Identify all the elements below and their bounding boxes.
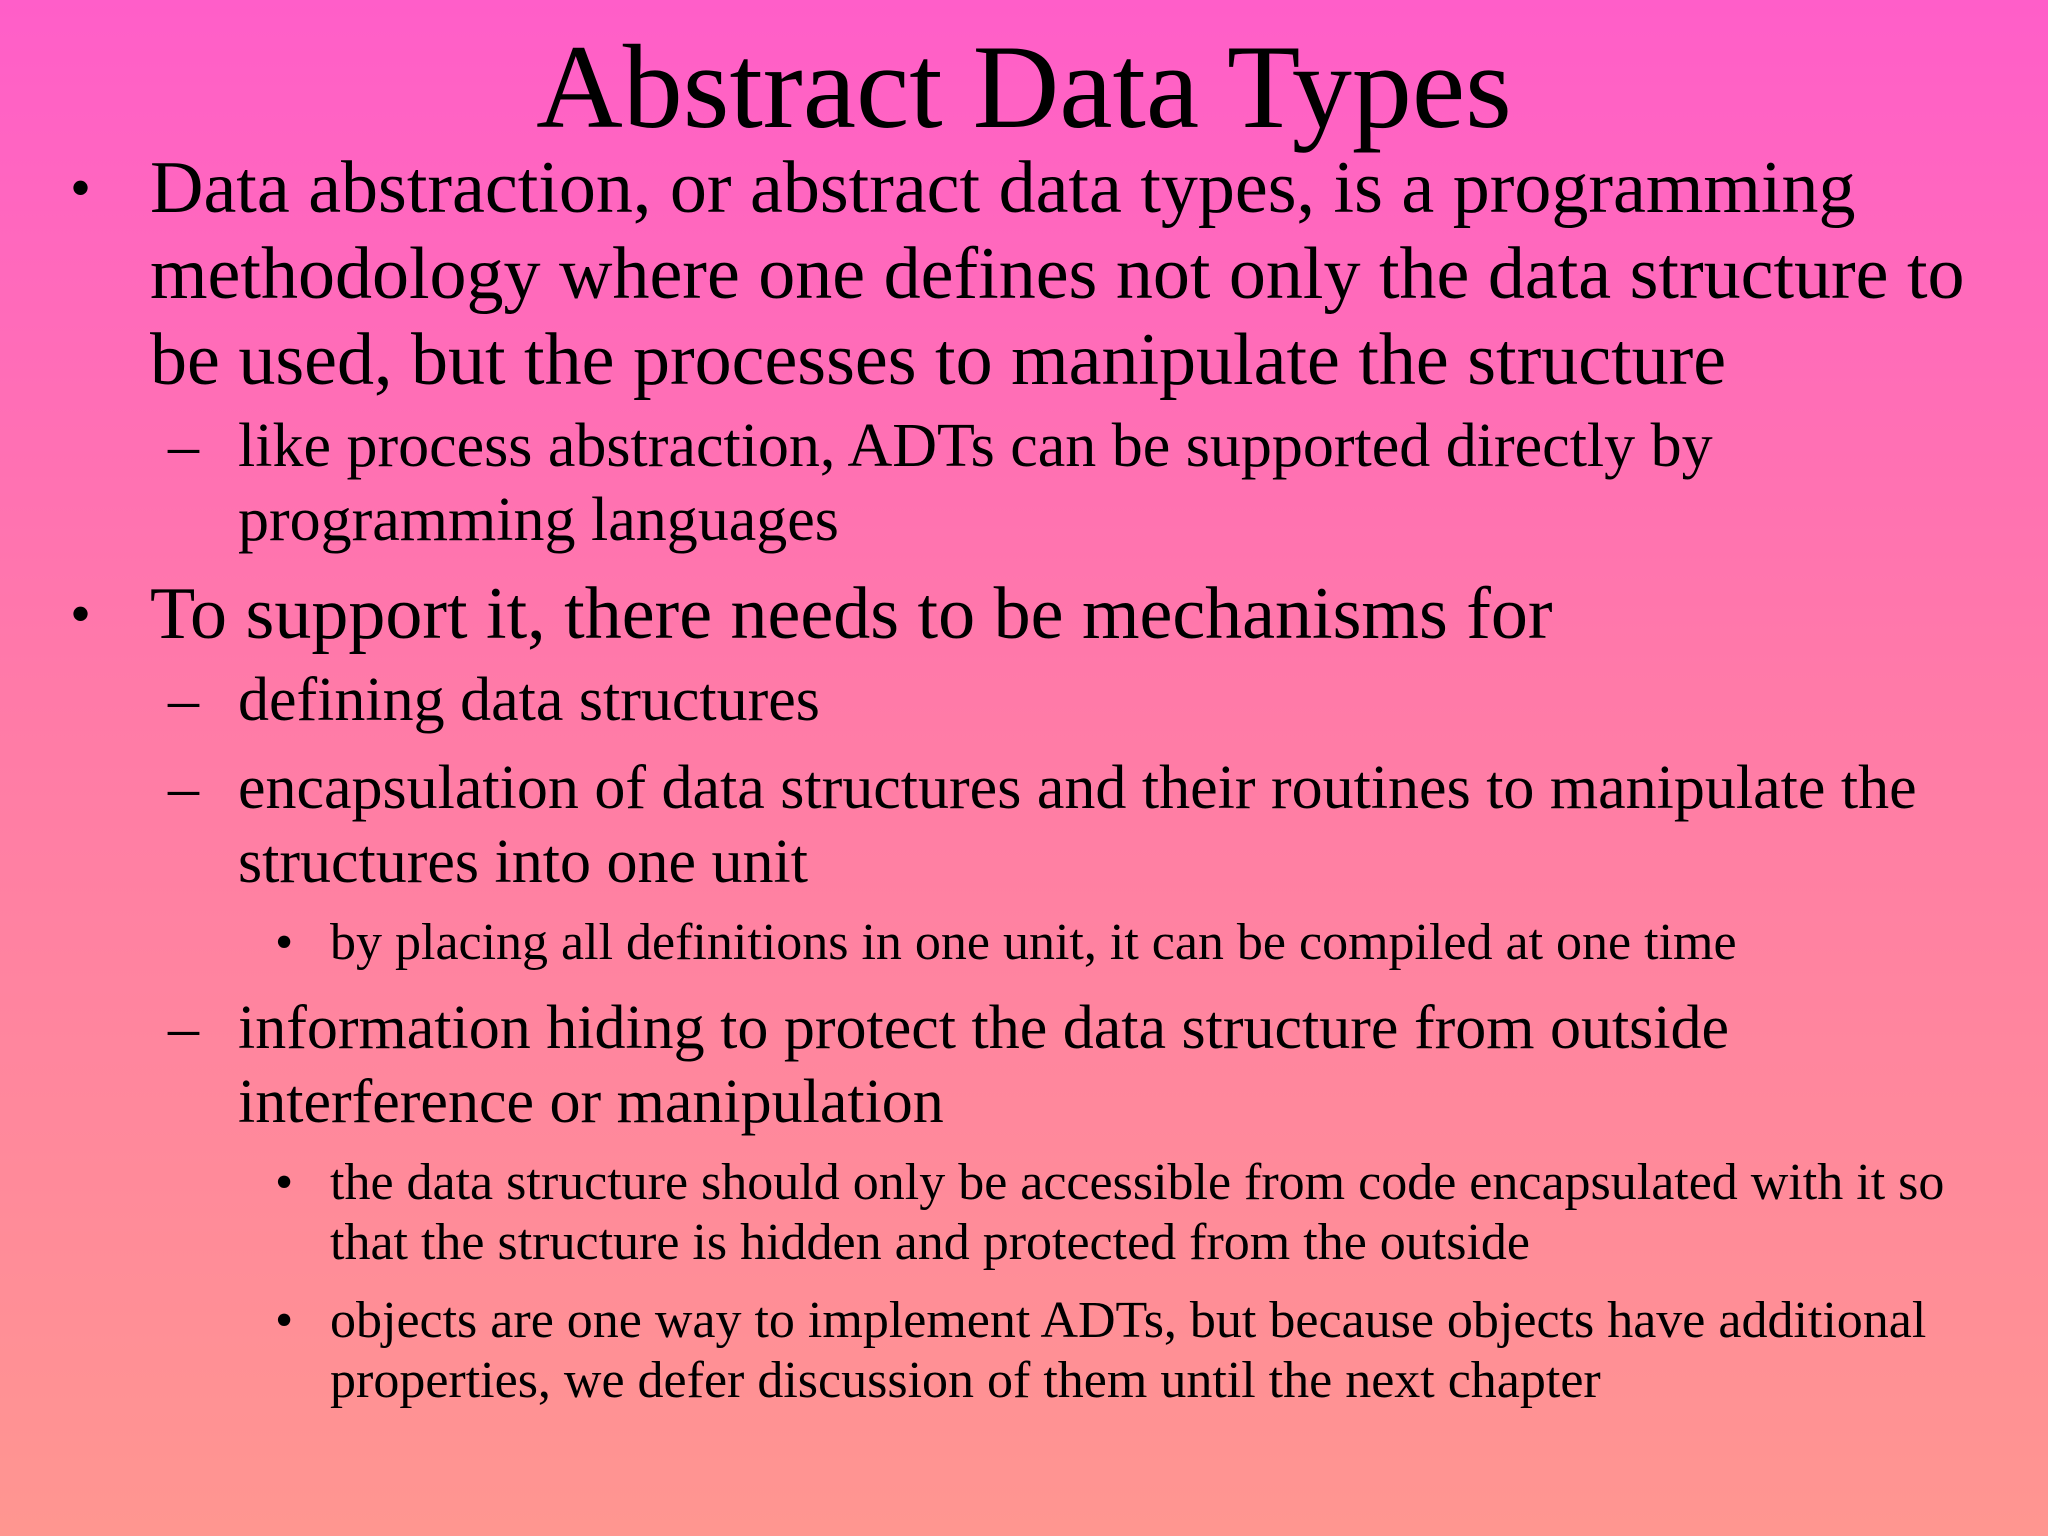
bullet-dash-icon: – — [168, 666, 199, 734]
bullet-dot-icon: • — [70, 581, 92, 647]
bullet-dash-icon: – — [168, 994, 199, 1062]
bullet-text: like process abstraction, ADTs can be supported directly by programming languages — [238, 412, 1713, 554]
bullet-level3 — [70, 1291, 2000, 1411]
bullet-dot-icon: • — [70, 155, 92, 221]
bullet-text: information hiding to protect the data structure from outside interference or manipulation — [238, 994, 1730, 1136]
bullet-dash-icon: – — [168, 412, 199, 480]
bullet-text: by placing all definitions in one unit, it can be compiled at one time — [330, 914, 1737, 971]
bullet-level1 — [70, 145, 2000, 403]
bullet-dot-icon: • — [275, 914, 294, 971]
bullet-dot-icon: • — [275, 1292, 294, 1349]
bullet-text: To support it, there needs to be mechanisms for — [150, 573, 1553, 655]
bullet-level3 — [70, 913, 2000, 973]
bullet-text: defining data structures — [238, 666, 820, 734]
bullet-level2 — [70, 663, 2000, 737]
slide-title: Abstract Data Types — [536, 20, 1512, 153]
bullet-text: the data structure should only be accessible from code encapsulated with it so that the structure is hidden and protected from the outside — [330, 1154, 1945, 1271]
bullet-text: Data abstraction, or abstract data types, is a programming methodology where one defines not only the data structure to be used, but the processes to manipulate the structure — [150, 147, 1965, 401]
bullet-level2 — [70, 409, 2000, 557]
bullet-text: objects are one way to implement ADTs, but because objects have additional properties, we defer discussion of them until the next chapter — [330, 1292, 1927, 1409]
bullet-level2 — [70, 991, 2000, 1139]
bullet-dot-icon: • — [275, 1154, 294, 1211]
slide-content — [70, 145, 2000, 1429]
bullet-text: encapsulation of data structures and their routines to manipulate the structures into one unit — [238, 754, 1917, 896]
bullet-level1 — [70, 571, 2000, 657]
bullet-dash-icon: – — [168, 754, 199, 822]
bullet-level2 — [70, 751, 2000, 899]
bullet-level3 — [70, 1153, 2000, 1273]
